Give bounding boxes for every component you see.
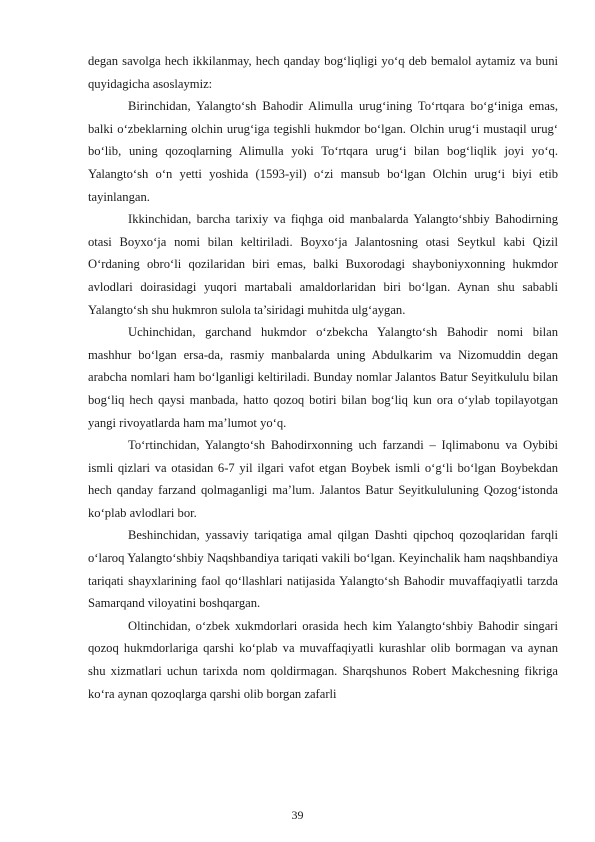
paragraph-beshinchidan: Beshinchidan, yassaviy tariqatiga amal qilgan Dashti qipchoq qozoqlaridan farqli o‘laroq Yalangto‘shbiy Naqshbandiya tariqati vakili bo‘lgan. Keyinchalik ham naqshbandiya tariqati shayxlarining faol qo‘llashlari natijasida Yalangto‘sh Bahodir muvaffaqiyatli tarzda Samarqand viloyatini boshqargan. xyxy=(88,528,558,611)
paragraph-continuation: degan savolga hech ikkilanmay, hech qanday bog‘liqligi yo‘q deb bemalol aytamiz va buni quyidagicha asoslaymiz: xyxy=(88,54,558,91)
page-number: 39 xyxy=(291,808,304,822)
paragraph-ikkinchidan: Ikkinchidan, barcha tarixiy va fiqhga oid manbalarda Yalangto‘shbiy Bahodirning otasi Boyxo‘ja nomi bilan keltiriladi. Boyxo‘ja Jalantosning otasi Seytkul kabi Qizil O‘rdaning obro‘li qozilaridan biri emas, balki Buxorodagi shayboniyxonning hukmdor avlodlari doirasidagi yuqori martabali amaldorlaridan biri bo‘lgan. Aynan shu sababli Yalangto‘sh shu hukmron sulola ta’siridagi muhitda ulg‘aygan. xyxy=(88,212,558,317)
paragraph-oltinchidan: Oltinchidan, o‘zbek xukmdorlari orasida hech kim Yalangto‘shbiy Bahodir singari qozoq hukmdorlariga qarshi ko‘plab va muvaffaqiyatli kurashlar olib bormagan va aynan shu xizmatlari uchun tarixda nom qoldirmagan. Sharqshunos Robert Makchesning fikriga ko‘ra aynan qozoqlarga qarshi olib borgan zafarli xyxy=(88,618,558,701)
paragraph-tortinchidan: To‘rtinchidan, Yalangto‘sh Bahodirxonning uch farzandi – Iqlimabonu va Oybibi ismli qizlari va otasidan 6-7 yil ilgari vafot etgan Boybek ismli o‘g‘li bo‘lgan Boybekdan hech qanday farzand qolmaganligi ma’lum. Jalantos Batur Seyitkululuning Qozog‘istonda ko‘plab avlodlari bor. xyxy=(88,438,558,520)
document-page xyxy=(88,50,558,705)
paragraph-uchinchidan: Uchinchidan, garchand hukmdor o‘zbekcha Yalangto‘sh Bahodir nomi bilan mashhur bo‘lgan ersa-da, rasmiy manbalarda uning Abdulkarim va Nizomuddin degan arabcha nomlari ham bo‘lganligi keltiriladi. Bunday nomlar Jalantos Batur Seyitkululu bilan bog‘liq hech qaysi manbada, hatto qozoq botiri bilan bog‘liq kun ora o‘ylab topilayotgan yangi rivoyatlarda ham ma’lumot yo‘q. xyxy=(88,325,558,430)
paragraph-birinchidan: Birinchidan, Yalangto‘sh Bahodir Alimulla urug‘ining To‘rtqara bo‘g‘iniga emas, balki o‘zbeklarning olchin urug‘iga tegishli hukmdor bo‘lgan. Olchin urug‘i mustaqil urug‘ bo‘lib, uning qozoqlarning Alimulla yoki To‘rtqara urug‘i bilan bog‘liqlik joyi yo‘q. Yalangto‘sh o‘n yetti yoshida (1593-yil) o‘zi mansub bo‘lgan Olchin urug‘i biyi etib tayinlangan. xyxy=(88,99,558,204)
